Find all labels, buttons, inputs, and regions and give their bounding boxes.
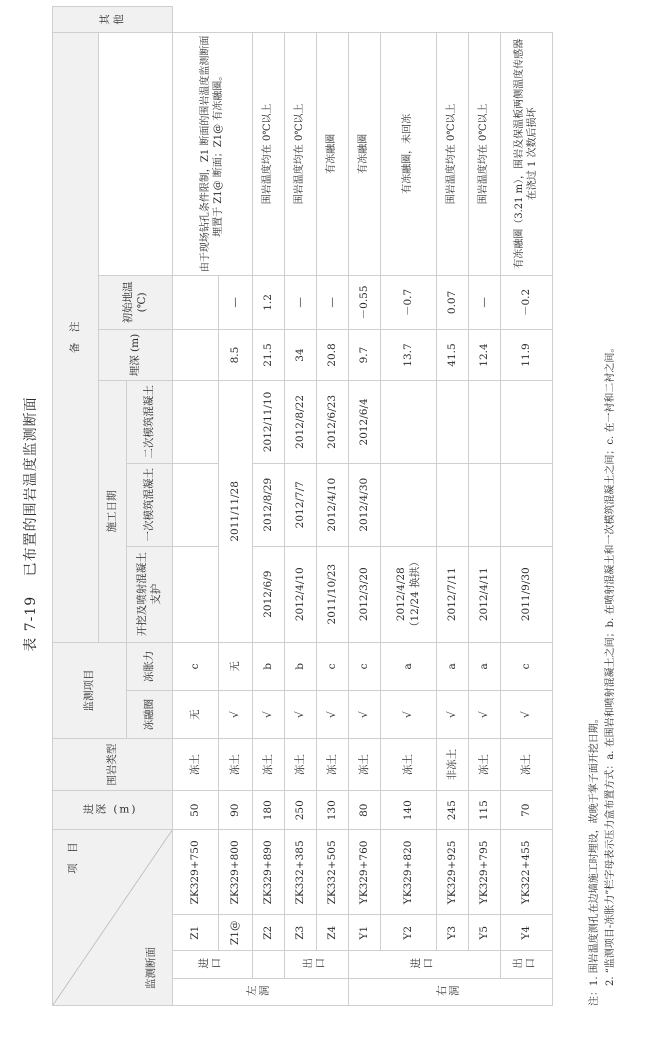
table-footnotes: [587, 6, 619, 1006]
table-header: [53, 3, 173, 1006]
cell-id: Y3: [437, 915, 469, 951]
header-depth: 进深 (m): [53, 791, 173, 830]
cell-frost-force: b: [253, 642, 285, 690]
cell-id: Z2: [253, 915, 285, 951]
cell-excavation: 2012/6/9: [253, 546, 285, 642]
table-title: [20, 0, 40, 1048]
header-section: 监测断面: [144, 947, 157, 989]
cell-rock: 冻土: [317, 739, 349, 791]
cell-chainage: YK329+760: [349, 830, 381, 915]
footnote-2: 2. “监测项目-冻胀力”栏字母表示压力盒布置方式：a. 在围岩和喷射混凝土之间；b. 在喷射混凝土和一次模筑混凝土之间；c. 在一衬和二衬之间。: [605, 342, 616, 986]
cell-id: Z1@: [219, 915, 253, 951]
cell-excavation: 2011/10/23: [317, 546, 349, 642]
cell-chainage: ZK332+505: [317, 830, 349, 915]
cell-mold2: [501, 380, 553, 463]
cell-temp: [173, 275, 219, 330]
header-construction-date: 施工日期: [99, 380, 127, 642]
cell-depth: 250: [285, 791, 317, 830]
cell-burial: 8.5: [219, 330, 253, 381]
header-remarks: 备 注: [53, 33, 99, 643]
cell-mold2: [469, 380, 501, 463]
cell-temp: —: [317, 275, 349, 330]
group-blank: [253, 951, 285, 978]
table-row: [349, 7, 381, 1006]
cell-other: 围岩温度均在 0℃以上: [469, 33, 501, 276]
cell-rock: 冻土: [253, 739, 285, 791]
group-exit: 出口: [501, 951, 553, 978]
header-frost-force: 冻胀力: [127, 642, 173, 690]
cell-mold1: [501, 463, 553, 546]
table-title-text: 已布置的围岩温度监测断面: [23, 396, 39, 577]
cell-excavation: 2011/9/30: [501, 546, 553, 642]
cell-burial: 9.7: [349, 330, 381, 381]
cell-depth: 140: [381, 791, 437, 830]
cell-burial: 21.5: [253, 330, 285, 381]
cell-rock: 冻土: [219, 739, 253, 791]
cell-temp: －0.7: [381, 275, 437, 330]
cell-burial: 20.8: [317, 330, 349, 381]
cell-chainage: ZK329+890: [253, 830, 285, 915]
cell-rock: 非冻土: [437, 739, 469, 791]
cell-other: 有冻融圈（3.21 m），围岩及保温板两侧温度传感器在浇过 1 次数后损坏: [501, 33, 553, 276]
cell-excavation: 2012/4/11: [469, 546, 501, 642]
cell-id: Z4: [317, 915, 349, 951]
cell-frost-force: c: [173, 642, 219, 690]
header-excavation: 开挖及喷射混凝土支护: [127, 546, 173, 642]
table-row: [381, 7, 437, 1006]
cell-id: Y2: [381, 915, 437, 951]
cell-frozen-ring: √: [469, 691, 501, 739]
cell-frozen-ring: √: [219, 691, 253, 739]
table-row: [469, 7, 501, 1006]
cell-frozen-ring: √: [381, 691, 437, 739]
cell-other: 有冻融圈: [349, 33, 381, 276]
table-row: [285, 7, 317, 1006]
cell-excavation: 2012/7/11: [437, 546, 469, 642]
cell-burial: [173, 330, 219, 381]
cell-excavation: 2012/4/28（12/24 换拱）: [381, 546, 437, 642]
group-right-tunnel: 右洞: [349, 978, 553, 1005]
header-item: 项 目: [67, 842, 79, 874]
cell-chainage: ZK329+750: [173, 830, 219, 915]
cell-frost-force: a: [381, 642, 437, 690]
cell-depth: 180: [253, 791, 285, 830]
group-entrance: 进口: [349, 951, 501, 978]
cell-id: Y5: [469, 915, 501, 951]
cell-burial: 41.5: [437, 330, 469, 381]
cell-frozen-ring: 无: [173, 691, 219, 739]
cell-depth: 245: [437, 791, 469, 830]
cell-depth: 70: [501, 791, 553, 830]
header-mold1: 一次模筑混凝土: [127, 463, 173, 546]
cell-id: Z3: [285, 915, 317, 951]
group-exit: 出口: [285, 951, 349, 978]
cell-mold2: 2012/8/22: [285, 380, 317, 463]
table-body: [173, 7, 553, 1006]
cell-depth: 130: [317, 791, 349, 830]
cell-frost-force: c: [501, 642, 553, 690]
cell-rock: 冻土: [501, 739, 553, 791]
cell-mold1: 2012/8/29: [253, 463, 285, 546]
cell-other: 有冻融圈，未回冻: [381, 33, 437, 276]
table-row: [437, 7, 469, 1006]
cell-id: Y4: [501, 915, 553, 951]
header-diagonal-cell: [53, 830, 173, 1006]
cell-chainage: YK322+455: [501, 830, 553, 915]
cell-frozen-ring: √: [501, 691, 553, 739]
group-left-tunnel: 左洞: [173, 978, 349, 1005]
cell-mold1: [173, 463, 219, 546]
cell-chainage: ZK332+385: [285, 830, 317, 915]
cell-mold1: [437, 463, 469, 546]
cell-frost-force: c: [349, 642, 381, 690]
cell-temp: －0.55: [349, 275, 381, 330]
cell-rock: 冻土: [285, 739, 317, 791]
cell-frozen-ring: √: [317, 691, 349, 739]
cell-depth: 115: [469, 791, 501, 830]
table-number: 表 7-19: [23, 595, 39, 652]
cell-excavation: [173, 546, 219, 642]
cell-id: Y1: [349, 915, 381, 951]
cell-frost-force: a: [437, 642, 469, 690]
header-initial-temp: 初始地温 (℃): [99, 275, 173, 330]
header-monitor-items: 监测项目: [53, 642, 127, 738]
cell-mold2: 2012/11/10: [253, 380, 285, 463]
cell-mold1: 2012/4/10: [317, 463, 349, 546]
cell-temp: —: [219, 275, 253, 330]
cell-other: 围岩温度均在 0℃以上: [285, 33, 317, 276]
cell-mold2: 2012/6/23: [317, 380, 349, 463]
cell-chainage: ZK329+800: [219, 830, 253, 915]
cell-chainage: YK329+925: [437, 830, 469, 915]
header-mold2: 二次模筑混凝土: [127, 380, 173, 463]
cell-other: 由于现场钻孔条件限制，Z1 断面的围岩温度监测断面埋置于 Z1@ 断面；Z1@ 有冻融圈。: [173, 33, 253, 276]
cell-burial: 34: [285, 330, 317, 381]
header-frozen-ring: 冻融圈: [127, 691, 173, 739]
cell-frozen-ring: √: [349, 691, 381, 739]
cell-depth: 80: [349, 791, 381, 830]
table-row: [253, 7, 285, 1006]
cell-frost-force: b: [285, 642, 317, 690]
cell-temp: —: [469, 275, 501, 330]
cell-mold2: 2012/6/4: [349, 380, 381, 463]
cell-mold2: [381, 380, 437, 463]
cell-rock: 冻土: [173, 739, 219, 791]
group-entrance: 进口: [173, 951, 253, 978]
cell-temp: －0.2: [501, 275, 553, 330]
cell-other: 有冻融圈: [317, 33, 349, 276]
cell-other: 围岩温度均在 0℃以上: [437, 33, 469, 276]
cell-id: Z1: [173, 915, 219, 951]
monitoring-sections-table: [52, 3, 553, 1006]
cell-rock: 冻土: [349, 739, 381, 791]
cell-rock: 冻土: [469, 739, 501, 791]
cell-frozen-ring: √: [285, 691, 317, 739]
cell-temp: 1.2: [253, 275, 285, 330]
cell-burial: 12.4: [469, 330, 501, 381]
cell-chainage: YK329+795: [469, 830, 501, 915]
cell-excavation: 2011/11/28: [219, 380, 253, 642]
cell-frost-force: a: [469, 642, 501, 690]
cell-frozen-ring: √: [437, 691, 469, 739]
cell-rock: 冻土: [381, 739, 437, 791]
cell-mold1: 2012/4/30: [349, 463, 381, 546]
cell-burial: 13.7: [381, 330, 437, 381]
cell-depth: 90: [219, 791, 253, 830]
cell-mold2: [437, 380, 469, 463]
cell-temp: 0.07: [437, 275, 469, 330]
cell-other: 围岩温度均在 0℃以上: [253, 33, 285, 276]
cell-mold1: [381, 463, 437, 546]
cell-burial: 11.9: [501, 330, 553, 381]
cell-chainage: YK329+820: [381, 830, 437, 915]
cell-temp: —: [285, 275, 317, 330]
header-rock-type: 围岩类型: [53, 739, 173, 791]
cell-depth: 50: [173, 791, 219, 830]
table-row: [501, 7, 553, 1006]
cell-mold1: [469, 463, 501, 546]
cell-mold2: [173, 380, 219, 463]
header-other: 其 他: [53, 7, 173, 33]
cell-mold1: 2012/7/7: [285, 463, 317, 546]
cell-frost-force: 无: [219, 642, 253, 690]
cell-excavation: 2012/3/20: [349, 546, 381, 642]
cell-excavation: 2012/4/10: [285, 546, 317, 642]
table-row: [317, 7, 349, 1006]
header-burial-depth: 埋深 (m): [99, 330, 173, 381]
cell-frost-force: c: [317, 642, 349, 690]
table-row: [173, 7, 219, 1006]
footnote-1: 注：1. 围岩温度测孔在边墙施工时埋设，故晚于掌子面开挖日期。: [589, 713, 600, 1006]
cell-frozen-ring: √: [253, 691, 285, 739]
